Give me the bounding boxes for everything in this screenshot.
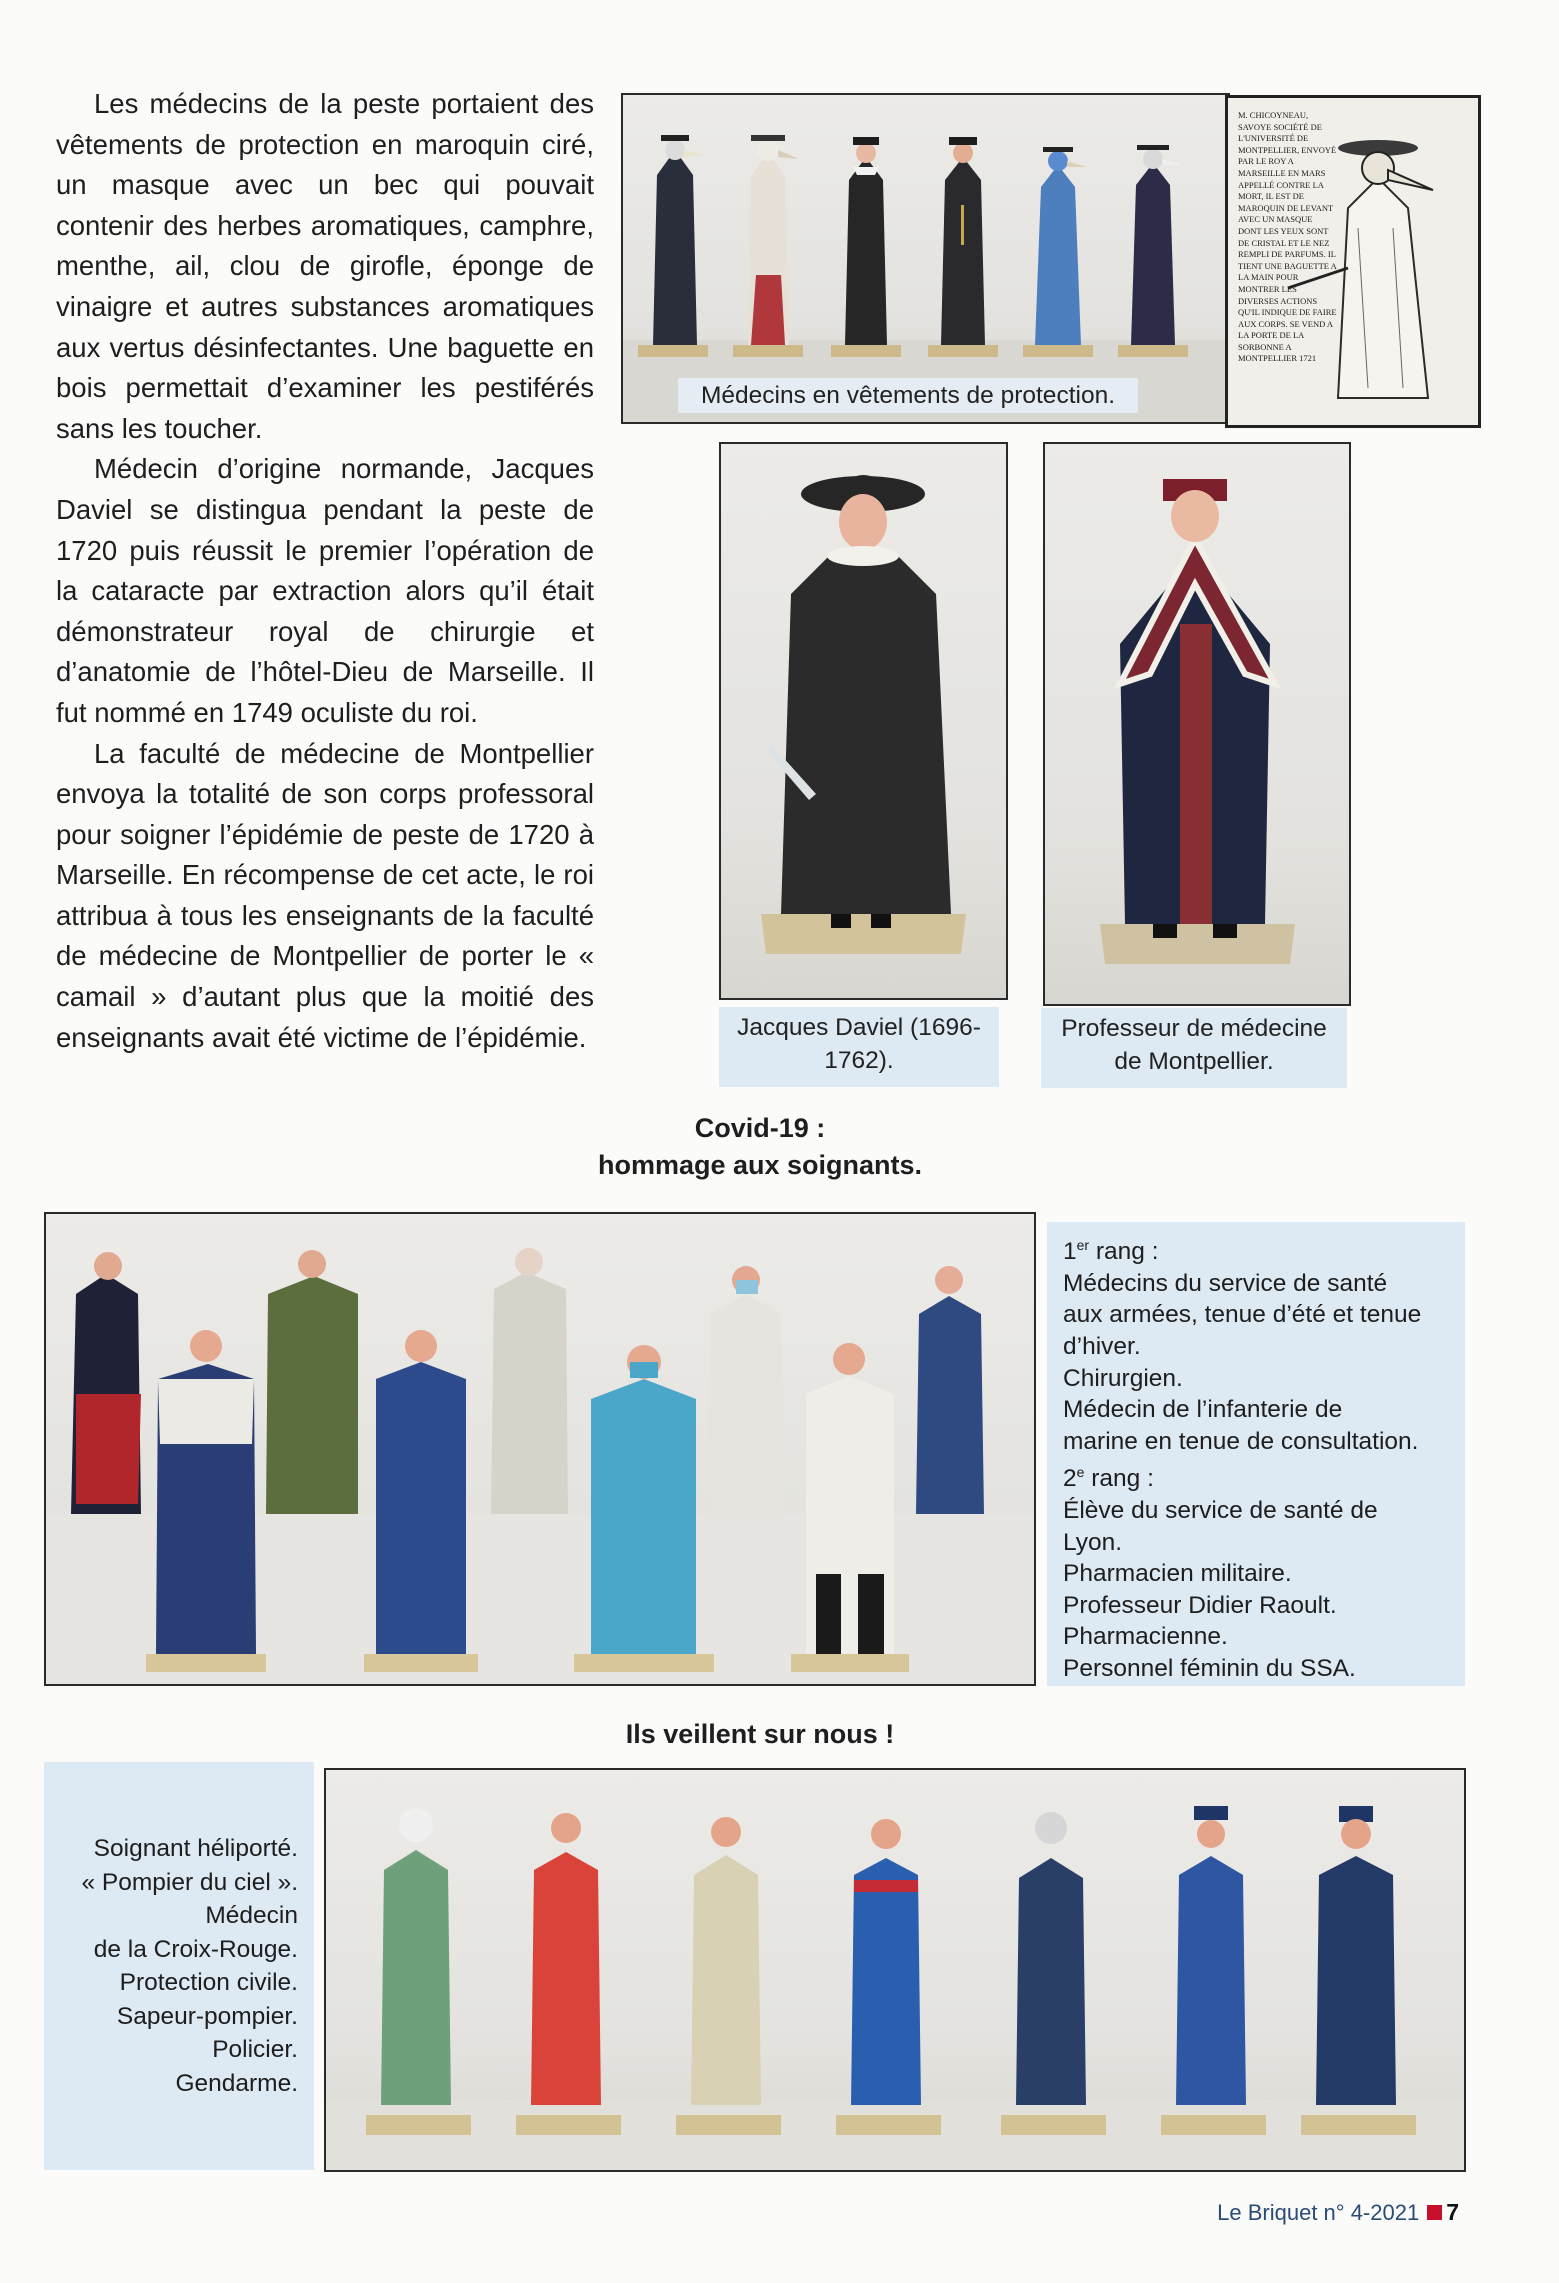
professor-caption-line-1: Professeur de médecine bbox=[1061, 1015, 1327, 1042]
red-square-icon bbox=[1427, 2205, 1442, 2220]
covid-legend bbox=[1047, 1222, 1465, 1686]
plague-doctors-caption: Médecins en vêtements de protection. bbox=[678, 378, 1138, 413]
professor-figurine-photo bbox=[1043, 442, 1351, 1006]
legend-line: « Pompier du ciel ». bbox=[81, 1868, 298, 1896]
daviel-figurine bbox=[721, 444, 1006, 998]
intro-paragraph-2: Médecin d’origine normande, Jacques Daviel se distingua pendant la peste de 1720 puis réussit le premier l’opération de la cataracte par extraction alors qu’il était démonstrateur royal de chirurgie et d’anatomie de l’hôtel-Dieu de Marseille. Il fut nommé en 1749 oculiste du roi. bbox=[56, 453, 594, 728]
legend-line: Médecins du service de santé bbox=[1063, 1269, 1388, 1297]
veillent-legend bbox=[44, 1762, 314, 2170]
daviel-figurine-photo bbox=[719, 442, 1008, 1000]
rescuers-photo bbox=[324, 1768, 1466, 2172]
rescuer-red-cross bbox=[691, 1817, 761, 2105]
rescuers-figurines bbox=[326, 1770, 1464, 2170]
covid-section-title bbox=[560, 1110, 960, 1184]
legend-line: Policier. bbox=[212, 2036, 298, 2063]
legend-line: Médecin de l’infanterie de bbox=[1063, 1396, 1343, 1424]
legend-line: d’hiver. bbox=[1063, 1332, 1141, 1360]
figurine-1 bbox=[638, 135, 708, 357]
figurine-2 bbox=[733, 135, 803, 357]
rescuer-sky-firefighter bbox=[531, 1813, 601, 2105]
legend-line: Professeur Didier Raoult. bbox=[1063, 1591, 1337, 1619]
page-number: 7 bbox=[1446, 2199, 1459, 2225]
figurine-5 bbox=[1023, 147, 1093, 357]
professor-caption bbox=[1041, 1008, 1347, 1088]
covid-title-line-1: Covid-19 : bbox=[694, 1113, 826, 1143]
plague-doctors-figurines bbox=[623, 95, 1228, 422]
covid-title-line-2: hommage aux soignants. bbox=[597, 1150, 923, 1180]
veillent-section-title: Ils veillent sur nous ! bbox=[625, 1719, 895, 1749]
legend-line: Sapeur-pompier. bbox=[116, 2002, 298, 2030]
legend-line: Chirurgien. bbox=[1063, 1364, 1183, 1392]
figurine-3 bbox=[831, 137, 901, 357]
legend-row-2-heading: 2e rang : bbox=[1063, 1464, 1154, 1493]
daviel-caption-line-1: Jacques Daviel (1696- bbox=[737, 1014, 981, 1041]
rescuer-firefighter bbox=[1016, 1812, 1086, 2105]
magazine-issue: Le Briquet n° 4-2021 bbox=[1217, 2200, 1420, 2225]
professor-caption-line-2: de Montpellier. bbox=[1114, 1048, 1274, 1075]
intro-paragraph-1: Les médecins de la peste portaient des vêtements de protection en maroquin ciré, un masque avec un bec qui pouvait contenir des herbes aromatiques, camphre, menthe, ail, clou de girofle, éponge de vinaigre et autres substances aromatiques aux vertus désinfectantes. Une baguette en bois permettait d’examiner les pestiférés sans les toucher. bbox=[56, 88, 594, 444]
professor-figurine bbox=[1045, 444, 1349, 1004]
daviel-caption bbox=[719, 1007, 999, 1087]
figurine-4 bbox=[928, 137, 998, 357]
rescuer-gendarme bbox=[1316, 1806, 1396, 2105]
legend-line: Lyon. bbox=[1063, 1528, 1123, 1556]
intro-text bbox=[56, 84, 594, 1058]
plague-doctors-photo bbox=[621, 93, 1230, 424]
legend-line: Médecin bbox=[205, 1902, 298, 1929]
intro-paragraph-3: La faculté de médecine de Montpellier envoya la totalité de son corps professoral pour soigner l’épidémie de peste de 1720 à Marseille. En récompense de cet acte, le roi attribua à tous les enseignants de la faculté de médecine de Montpellier de porter le « camail » d’autant plus que la moitié des enseignants avait été victime de l’épidémie. bbox=[56, 737, 594, 1053]
legend-line: Élève du service de santé de bbox=[1063, 1497, 1378, 1525]
caregivers-figurines bbox=[46, 1214, 1034, 1684]
legend-line: Soignant héliporté. bbox=[93, 1835, 298, 1862]
legend-line: aux armées, tenue d’été et tenue bbox=[1063, 1301, 1422, 1329]
rescuer-police bbox=[1176, 1806, 1246, 2105]
legend-line: marine en tenue de consultation. bbox=[1063, 1427, 1419, 1455]
figurine-6 bbox=[1118, 145, 1188, 357]
page-footer bbox=[1217, 2199, 1459, 2226]
legend-row-1-heading: 1er rang : bbox=[1063, 1237, 1159, 1266]
rescuer-helicopter bbox=[381, 1808, 451, 2105]
plague-doctor-engraving bbox=[1225, 95, 1481, 428]
rescuer-civil-protection bbox=[851, 1819, 921, 2105]
engraving-text: M. CHICOYNEAU, SAVOYE SOCIÉTÉ DE L'UNIVERSITÉ DE MONTPELLIER, ENVOYÉ PAR LE ROY A MARSEILLE EN MARS APPELLÉ CONTRE LA MORT, IL EST DE MAROQUIN DE LEVANT AVEC UN MASQUE DONT LES YEUX SONT DE CRISTAL ET LE NEZ REMPLI DE PARFUMS. IL TIENT UNE BAGUETTE A LA MAIN POUR MONTRER LES DIVERSES ACTIONS QU'IL INDIQUE DE FAIRE AUX CORPS. SE VEND A LA PORTE DE LA SORBONNE A MONTPELLIER 1721 bbox=[1238, 110, 1337, 364]
covid-caregivers-photo bbox=[44, 1212, 1036, 1686]
legend-line: de la Croix-Rouge. bbox=[93, 1935, 298, 1963]
legend-line: Pharmacien militaire. bbox=[1063, 1560, 1292, 1588]
legend-line: Pharmacienne. bbox=[1063, 1623, 1228, 1651]
legend-line: Protection civile. bbox=[119, 1969, 298, 1996]
legend-line: Personnel féminin du SSA. bbox=[1063, 1655, 1356, 1683]
legend-line: Gendarme. bbox=[175, 2069, 298, 2097]
daviel-caption-line-2: 1762). bbox=[824, 1047, 894, 1074]
